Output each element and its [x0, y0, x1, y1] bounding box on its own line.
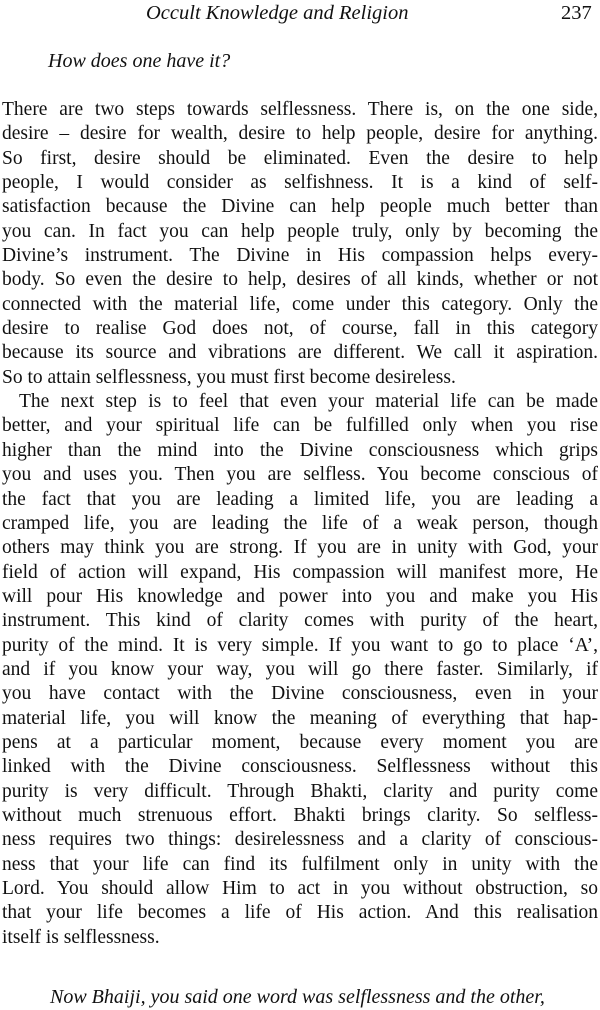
- text-line: because its source and vibrations are different. We call it aspiration.: [2, 342, 598, 364]
- text-line: itself is selflessness.: [2, 926, 160, 948]
- text-line: desire – desire for wealth, desire to help people, desire for anything.: [2, 123, 598, 145]
- text-line: cramped life, you are leading the life of a weak person, though: [2, 512, 598, 534]
- answer-body: [2, 98, 598, 950]
- text-line: will pour His knowledge and power into you and make you His: [2, 585, 598, 607]
- text-line: instrument. This kind of clarity comes with purity of the heart,: [2, 610, 598, 632]
- text-line: better, and your spiritual life can be fulfilled only when you rise: [2, 415, 598, 437]
- text-line: higher than the mind into the Divine consciousness which grips: [2, 439, 598, 461]
- text-line: people, I would consider as selfishness. It is a kind of self-: [2, 172, 598, 194]
- text-line: linked with the Divine consciousness. Selflessness without this: [2, 756, 598, 778]
- text-line: purity of the mind. It is very simple. If you want to go to place ‘A’,: [2, 634, 598, 656]
- paragraph-2: [2, 390, 598, 950]
- text-line: you have contact with the Divine consciousness, even in your: [2, 683, 598, 705]
- text-line: ness that your life can find its fulfilment only in unity with the: [2, 853, 598, 875]
- page-header: [0, 0, 600, 28]
- text-line: So to attain selflessness, you must first become desireless.: [2, 366, 456, 388]
- page-number: 237: [561, 2, 592, 24]
- text-line: Lord. You should allow Him to act in you without obstruction, so: [2, 878, 598, 899]
- text-line: body. So even the desire to help, desires of all kinds, whether or not: [2, 269, 598, 291]
- text-line: satisfaction because the Divine can help people much better than: [2, 196, 598, 218]
- text-line: pens at a particular moment, because every moment you are: [2, 731, 598, 753]
- text-line: material life, you will know the meaning of everything that hap-: [2, 707, 598, 729]
- running-title: Occult Knowledge and Religion: [146, 2, 409, 24]
- text-line: the fact that you are leading a limited life, you are leading a: [2, 488, 598, 510]
- text-line: Divine’s instrument. The Divine in His compassion helps every-: [2, 245, 598, 267]
- text-line: ness requires two things: desirelessness and a clarity of conscious-: [2, 829, 598, 851]
- text-line: field of action will expand, His compassion will manifest more, He: [2, 561, 598, 583]
- question-text: Now Bhaiji, you said one word was selflessness and the other,: [50, 986, 545, 1008]
- text-line: others may think you are strong. If you are in unity with God, your: [2, 537, 598, 559]
- text-line: you and uses you. Then you are selfless. You become conscious of: [2, 464, 598, 486]
- text-line: without much strenuous effort. Bhakti brings clarity. So selfless-: [2, 804, 598, 826]
- question-text: How does one have it?: [48, 50, 231, 72]
- text-line: desire to realise God does not, of course, fall in this category: [2, 318, 598, 340]
- text-line: So first, desire should be eliminated. Even the desire to help: [2, 147, 598, 169]
- paragraph-1: [2, 98, 598, 390]
- text-line: There are two steps towards selflessness. There is, on the one side,: [2, 99, 598, 120]
- text-line: you can. In fact you can help people truly, only by becoming the: [2, 220, 598, 242]
- text-line: that your life becomes a life of His action. And this realisation: [2, 902, 598, 924]
- text-line: The next step is to feel that even your material life can be made: [19, 391, 598, 413]
- text-line: purity is very difficult. Through Bhakti, clarity and purity come: [2, 780, 598, 802]
- text-line: connected with the material life, come under this category. Only the: [2, 293, 598, 315]
- text-line: and if you know your way, you will go there faster. Similarly, if: [2, 658, 598, 680]
